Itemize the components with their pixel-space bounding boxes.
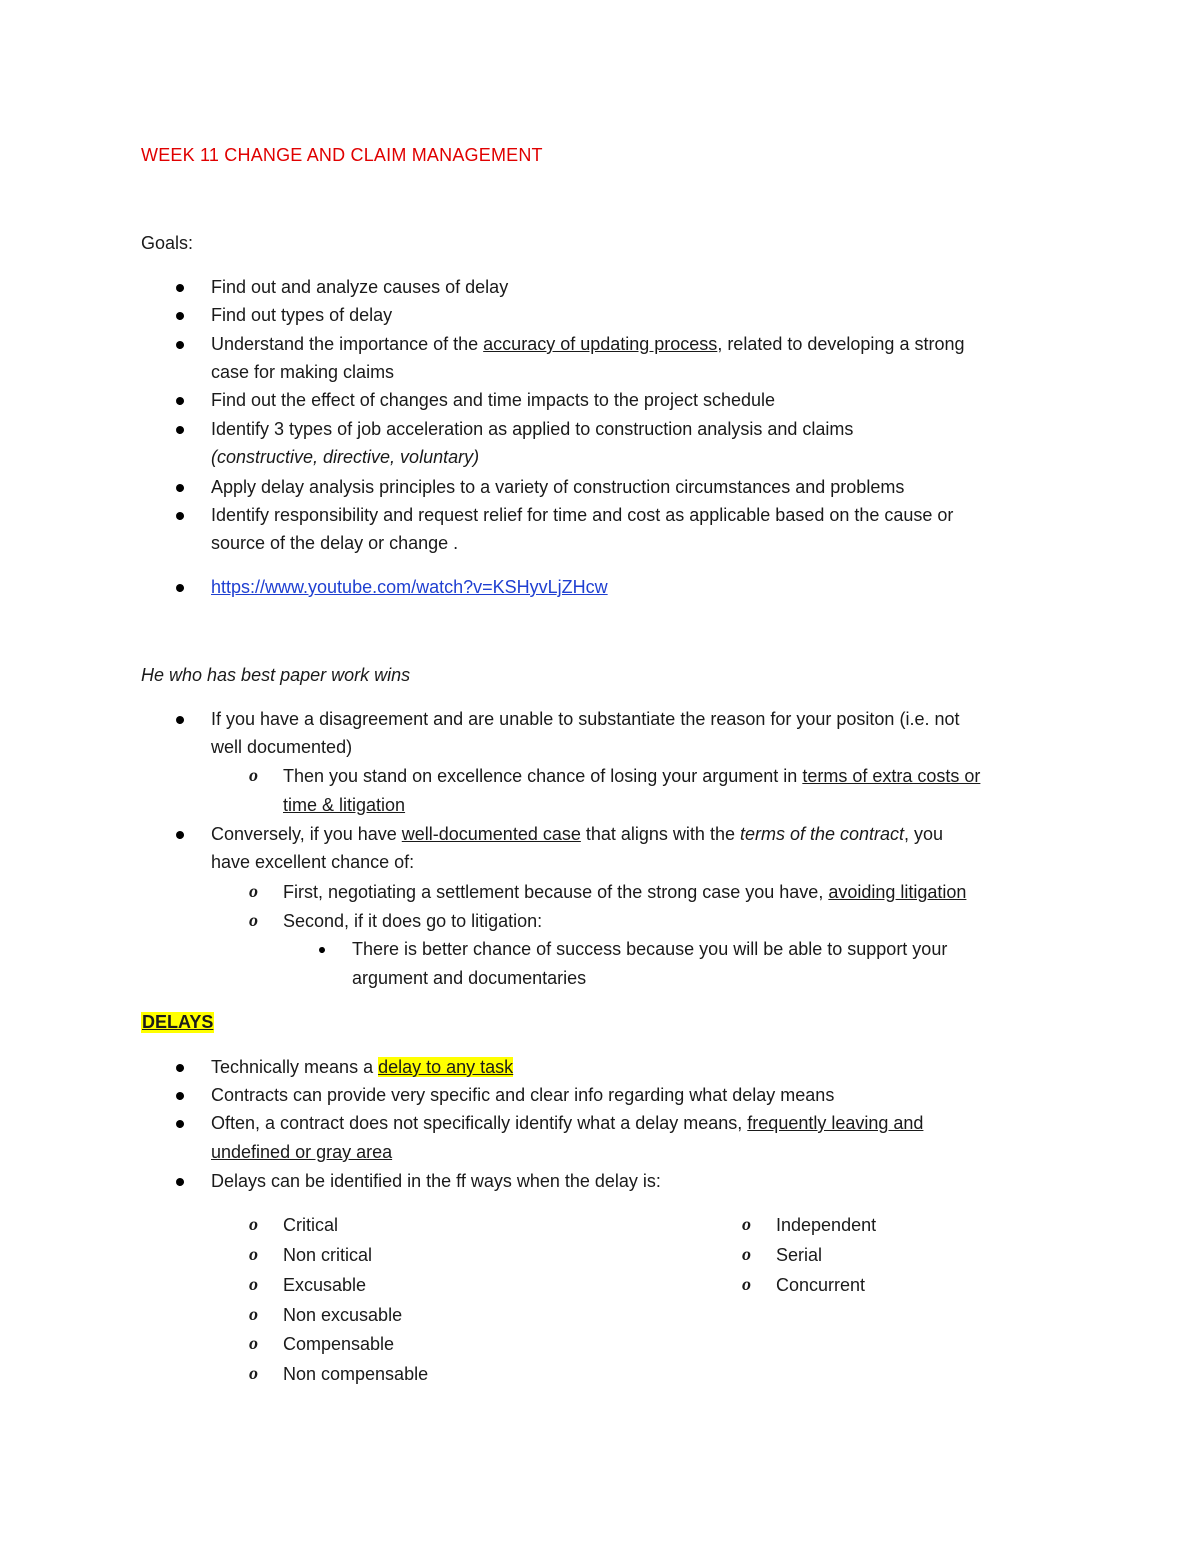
paperwork-subitem-continuation: time & litigation: [283, 795, 406, 815]
bullet-icon: [175, 1063, 185, 1073]
delay-text: Often, a contract does not specifically identify what a delay means,: [211, 1113, 748, 1133]
circle-bullet-icon: o: [249, 881, 258, 901]
bullet-icon: [175, 340, 185, 350]
item-text: that aligns with the: [580, 824, 740, 844]
delay-underlined-text: frequently leaving and: [747, 1113, 924, 1133]
delay-type-item: Non excusable: [283, 1305, 403, 1325]
document-title: WEEK 11 CHANGE AND CLAIM MANAGEMENT: [141, 145, 543, 165]
item-underlined-text: well-documented case: [401, 824, 581, 844]
delays-heading: DELAYS: [142, 1012, 214, 1032]
paperwork-subitem: [283, 766, 980, 787]
delay-type-item: Critical: [283, 1215, 339, 1235]
bullet-icon: [175, 1119, 185, 1129]
circle-bullet-icon: o: [742, 1214, 751, 1234]
delay-item: [211, 1057, 513, 1078]
goal-text: Understand the importance of the: [211, 334, 484, 354]
goal-text: , related to developing a strong: [717, 334, 965, 354]
item-italic-text: terms of the contract: [739, 824, 905, 844]
paperwork-item-continuation: have excellent chance of:: [211, 852, 415, 872]
paperwork-subitem: [283, 882, 966, 903]
subitem-text: First, negotiating a settlement because of the strong case you have,: [283, 882, 829, 902]
goal-item: Find out the effect of changes and time impacts to the project schedule: [211, 390, 776, 410]
delay-type-item: Serial: [776, 1245, 823, 1265]
circle-bullet-icon: o: [742, 1274, 751, 1294]
goal-item: Find out types of delay: [211, 305, 393, 325]
circle-bullet-icon: o: [742, 1244, 751, 1264]
bullet-icon: [175, 511, 185, 521]
delay-type-item: Non critical: [283, 1245, 373, 1265]
bullet-icon: [175, 1177, 185, 1187]
subitem-underlined-text: avoiding litigation: [828, 882, 967, 902]
youtube-link[interactable]: https://www.youtube.com/watch?v=KSHyvLjZHcw: [211, 577, 608, 597]
delay-highlighted-text: delay to any task: [378, 1057, 514, 1077]
delay-text: Technically means a: [211, 1057, 379, 1077]
circle-bullet-icon: o: [249, 1333, 258, 1353]
circle-bullet-icon: o: [249, 765, 258, 785]
paperwork-subsubitem-continuation: argument and documentaries: [352, 968, 587, 988]
bullet-icon: [175, 715, 185, 725]
circle-bullet-icon: o: [249, 910, 258, 930]
goal-underlined-text: accuracy of updating process: [483, 334, 718, 354]
circle-bullet-icon: o: [249, 1304, 258, 1324]
goal-item-continuation: source of the delay or change .: [211, 533, 459, 553]
goal-item: [211, 334, 964, 355]
paperwork-subsubitem: There is better chance of success because you will be able to support your: [352, 939, 948, 959]
goal-item-continuation: case for making claims: [211, 362, 395, 382]
paperwork-item: [211, 824, 943, 845]
square-bullet-icon: [318, 946, 326, 954]
circle-bullet-icon: o: [249, 1363, 258, 1383]
delay-type-item: Compensable: [283, 1334, 395, 1354]
delay-item: Delays can be identified in the ff ways when the delay is:: [211, 1171, 661, 1191]
bullet-icon: [175, 283, 185, 293]
circle-bullet-icon: o: [249, 1244, 258, 1264]
circle-bullet-icon: o: [249, 1274, 258, 1294]
bullet-icon: [175, 311, 185, 321]
delay-type-item: Concurrent: [776, 1275, 866, 1295]
circle-bullet-icon: o: [249, 1214, 258, 1234]
bullet-icon: [175, 830, 185, 840]
item-text: Conversely, if you have: [211, 824, 402, 844]
subitem-text: Then you stand on excellence chance of losing your argument in: [283, 766, 803, 786]
goals-label: Goals:: [141, 233, 194, 253]
goal-item: Identify responsibility and request relief for time and cost as applicable based on the cause or: [211, 505, 954, 525]
delay-type-item: Independent: [776, 1215, 877, 1235]
goal-item-continuation: (constructive, directive, voluntary): [211, 447, 480, 467]
delay-item: Contracts can provide very specific and clear info regarding what delay means: [211, 1085, 835, 1105]
delay-item-continuation: undefined or gray area: [211, 1142, 393, 1162]
goal-item: Find out and analyze causes of delay: [211, 277, 509, 297]
paperwork-heading: He who has best paper work wins: [141, 665, 411, 685]
paperwork-subitem: Second, if it does go to litigation:: [283, 911, 543, 931]
delay-type-item: Excusable: [283, 1275, 367, 1295]
bullet-icon: [175, 483, 185, 493]
delay-type-item: Non compensable: [283, 1364, 429, 1384]
bullet-icon: [175, 1091, 185, 1101]
paperwork-item: If you have a disagreement and are unable to substantiate the reason for your positon (i.e. not: [211, 709, 960, 729]
bullet-icon: [175, 583, 185, 593]
delay-item: [211, 1113, 923, 1134]
paperwork-item-continuation: well documented): [211, 737, 353, 757]
subitem-underlined-text: terms of extra costs or: [802, 766, 981, 786]
goal-item: Apply delay analysis principles to a variety of construction circumstances and problems: [211, 477, 905, 497]
goal-item: Identify 3 types of job acceleration as applied to construction analysis and claims: [211, 419, 854, 439]
item-text: , you: [904, 824, 944, 844]
bullet-icon: [175, 396, 185, 406]
bullet-icon: [175, 425, 185, 435]
